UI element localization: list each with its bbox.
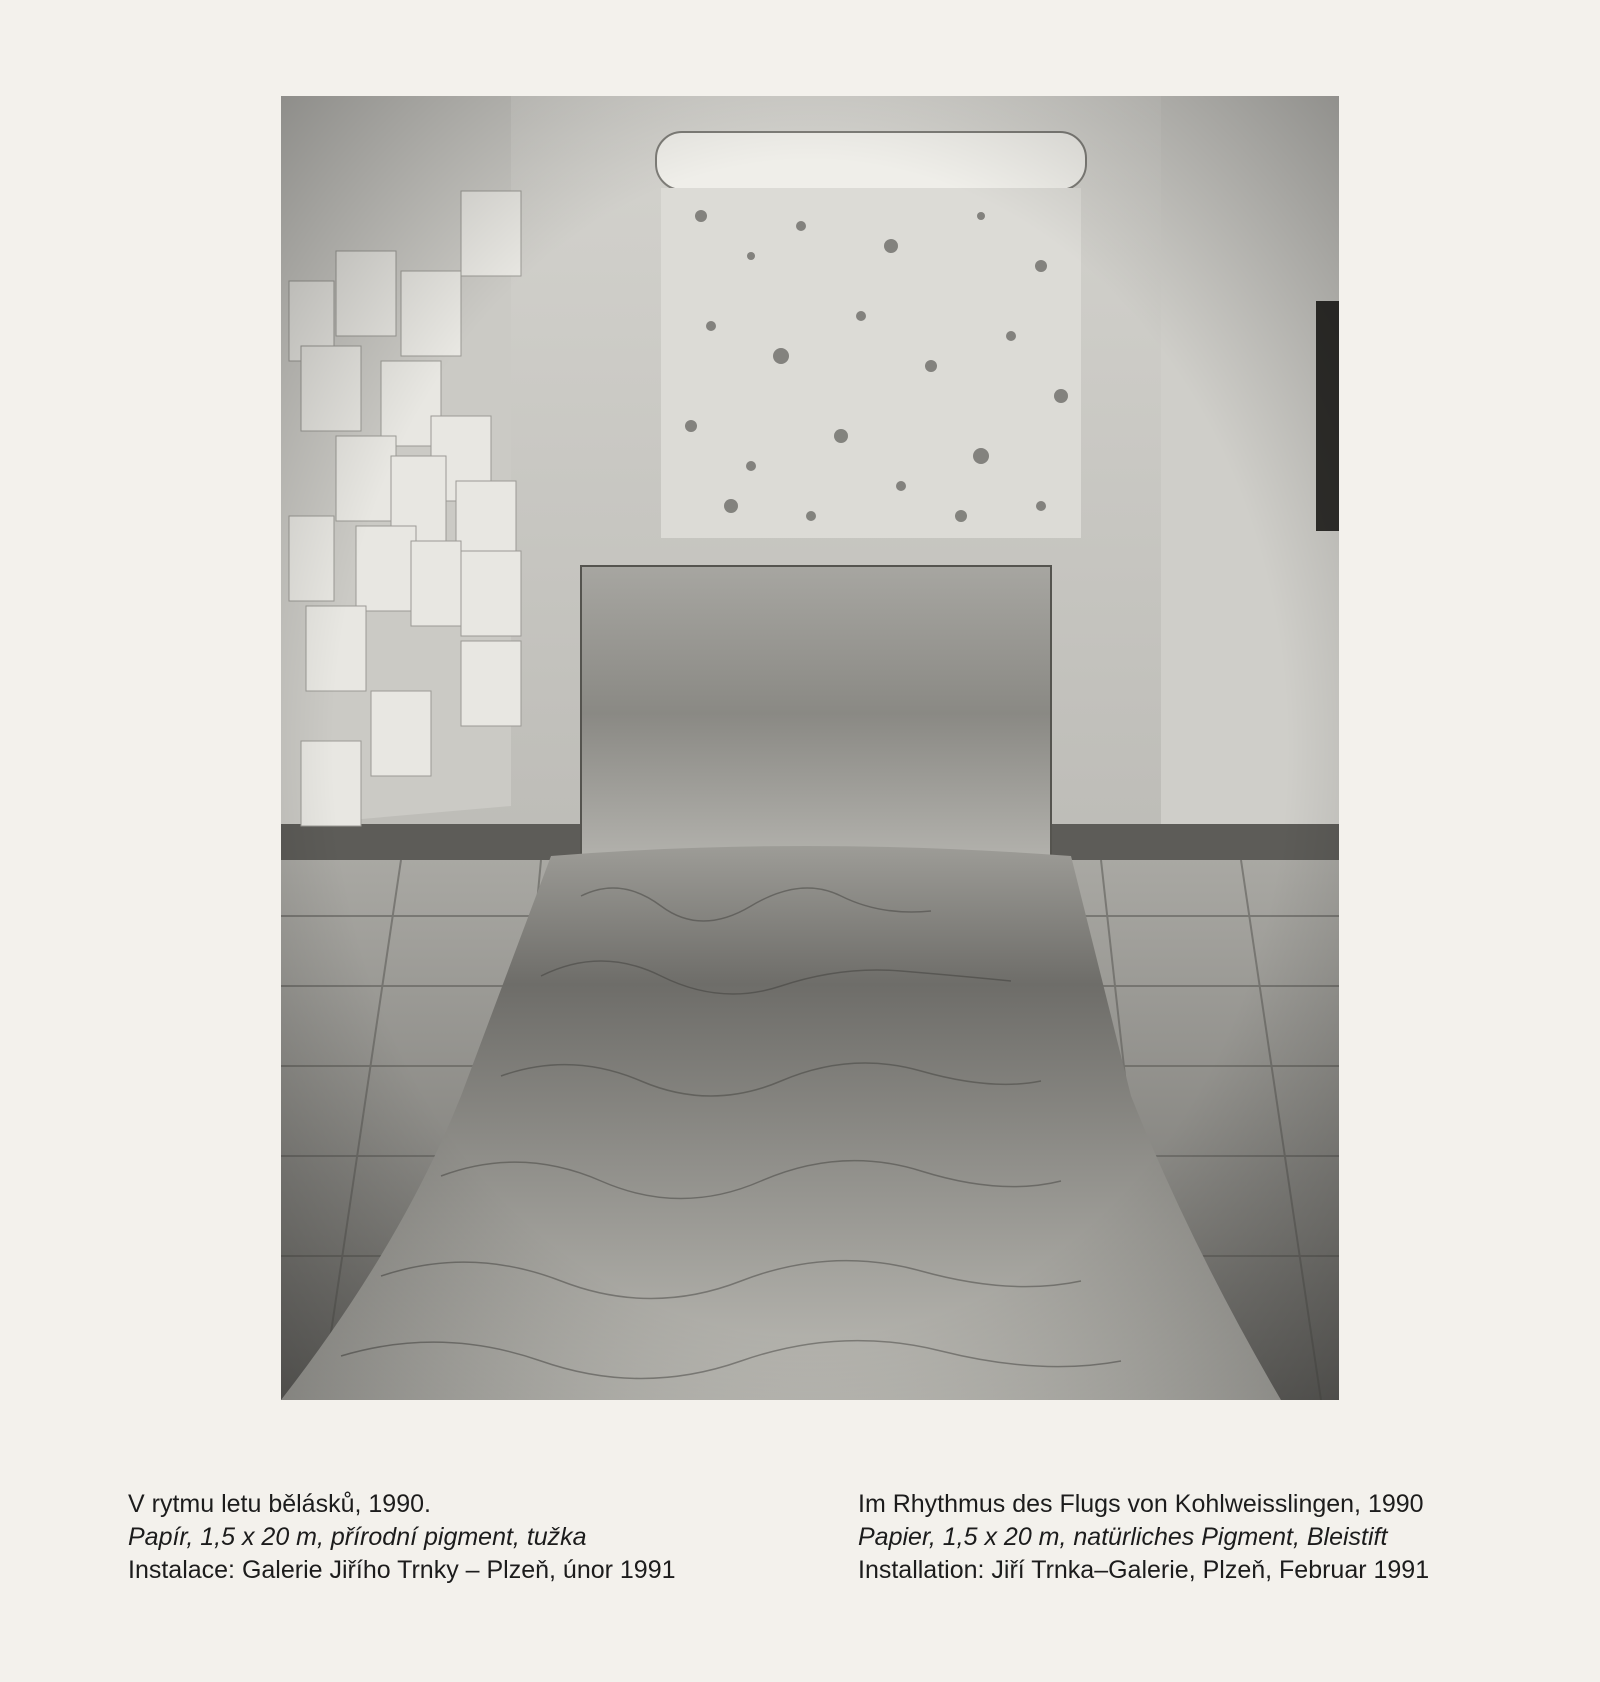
caption-czech-title: V rytmu letu bělásků, 1990. [128, 1490, 431, 1518]
installation-photo-drawing [281, 96, 1339, 1400]
caption-german-medium: Papier, 1,5 x 20 m, natürliches Pigment, Bleistift [858, 1523, 1388, 1551]
caption-czech-medium: Papír, 1,5 x 20 m, přírodní pigment, tužka [128, 1523, 587, 1551]
caption-german-installation: Installation: Jiří Trnka–Galerie, Plzeň, Februar 1991 [858, 1556, 1430, 1584]
photo-vignette [281, 96, 1339, 1400]
caption-german-title: Im Rhythmus des Flugs von Kohlweisslingen, 1990 [858, 1490, 1424, 1518]
caption-czech-installation: Instalace: Galerie Jiřího Trnky – Plzeň, únor 1991 [128, 1556, 676, 1584]
installation-photo [281, 96, 1339, 1400]
caption-czech [128, 1488, 768, 1587]
caption-german [858, 1488, 1578, 1587]
